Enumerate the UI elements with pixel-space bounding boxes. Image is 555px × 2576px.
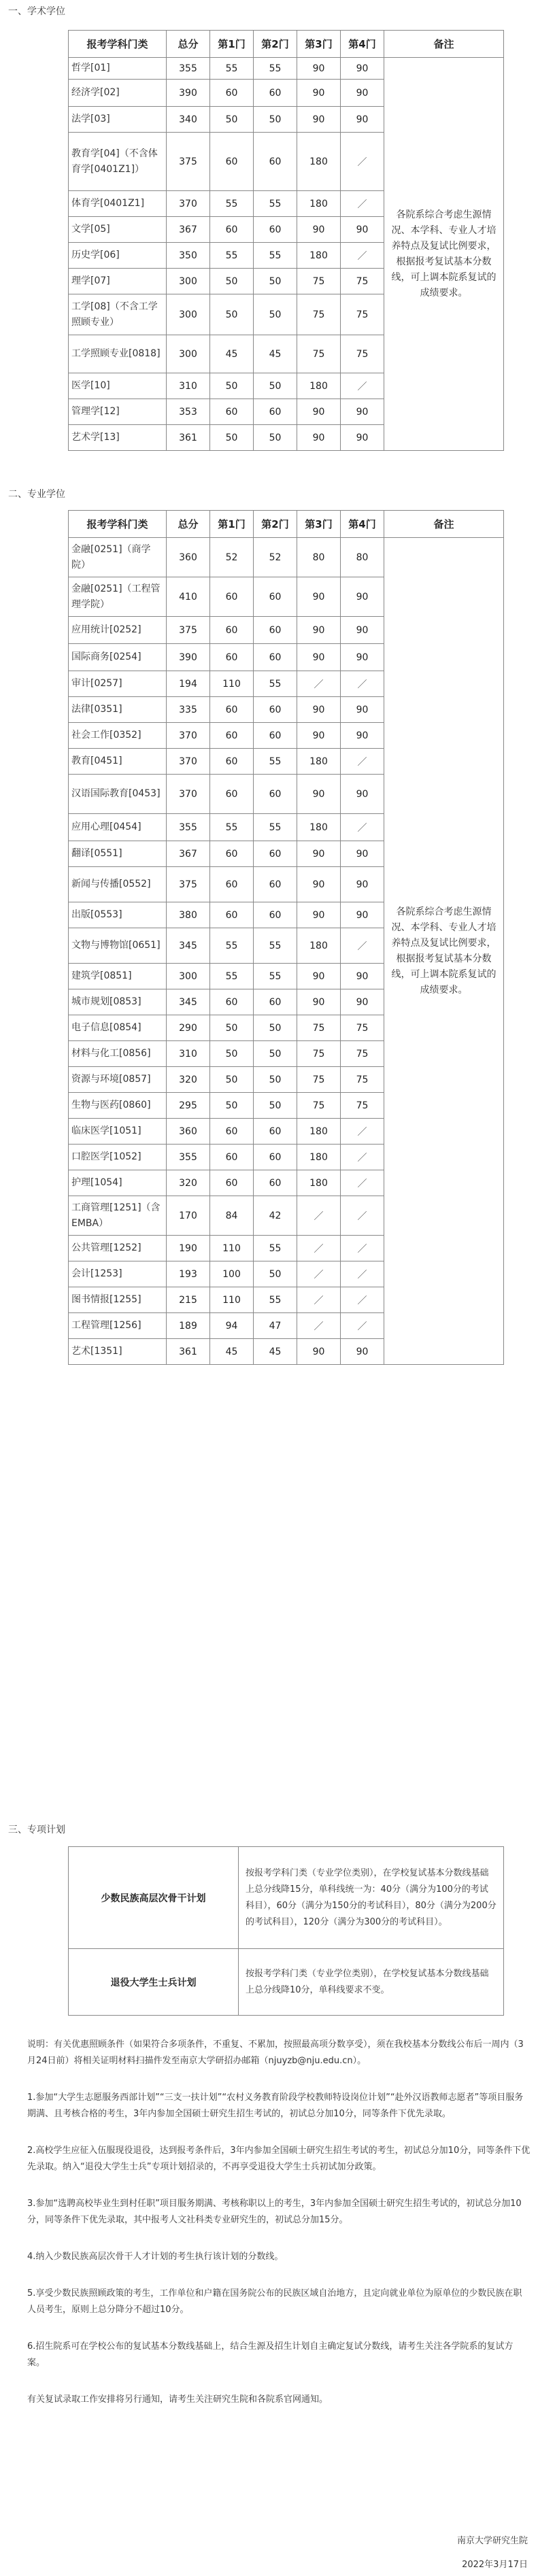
special-plan-desc-veteran: 按报考学科门类（专业学位类别），在学校复试基本分数线基础上总分线降10分，单科线要求不变。 xyxy=(239,1949,504,2016)
subject-cell: 汉语国际教育[0453] xyxy=(69,775,167,814)
score-cell: 180 xyxy=(297,749,341,775)
score-cell: 370 xyxy=(167,191,210,217)
score-cell: ／ xyxy=(341,1145,384,1170)
score-cell: 75 xyxy=(341,1041,384,1067)
score-cell: 190 xyxy=(167,1236,210,1261)
score-cell: 355 xyxy=(167,1145,210,1170)
score-cell: 50 xyxy=(254,269,297,294)
note-1: 1.参加“大学生志愿服务西部计划”“三支一扶计划”“农村义务教育阶段学校教师特设岗位计划”“赴外汉语教师志愿者”等项目服务期满、且考核合格的考生，3年内参加全国硕士研究生招生考试的，初试总分加10分，同等条件下优先录取。 xyxy=(27,2092,524,2119)
score-cell: 60 xyxy=(210,867,254,902)
score-cell: 180 xyxy=(297,191,341,217)
subject-cell: 工学照顾专业[0818] xyxy=(69,335,167,373)
score-cell: ／ xyxy=(297,1261,341,1287)
score-cell: 90 xyxy=(341,644,384,671)
score-cell: 310 xyxy=(167,1041,210,1067)
score-cell: 361 xyxy=(167,1339,210,1365)
score-cell: 60 xyxy=(254,217,297,243)
subject-cell: 电子信息[0854] xyxy=(69,1015,167,1041)
score-cell: 180 xyxy=(297,1170,341,1196)
score-cell: ／ xyxy=(297,1236,341,1261)
score-cell: 180 xyxy=(297,243,341,269)
score-cell: 50 xyxy=(210,107,254,133)
score-cell: 75 xyxy=(341,1015,384,1041)
score-cell: 90 xyxy=(297,902,341,928)
score-cell: 90 xyxy=(341,1339,384,1365)
score-cell: 290 xyxy=(167,1015,210,1041)
subject-cell: 翻译[0551] xyxy=(69,841,167,867)
score-cell: 90 xyxy=(341,841,384,867)
subject-cell: 管理学[12] xyxy=(69,399,167,425)
score-cell: 55 xyxy=(210,58,254,80)
score-cell: 345 xyxy=(167,928,210,964)
subject-cell: 金融[0251]（商学院） xyxy=(69,538,167,577)
score-cell: 375 xyxy=(167,617,210,644)
score-cell: 55 xyxy=(254,749,297,775)
score-cell: 90 xyxy=(297,841,341,867)
subject-cell: 生物与医药[0860] xyxy=(69,1093,167,1119)
score-cell: 361 xyxy=(167,425,210,451)
column-header: 报考学科门类 xyxy=(69,31,167,58)
score-cell: 90 xyxy=(341,723,384,749)
score-cell: 75 xyxy=(341,294,384,335)
score-cell: 189 xyxy=(167,1313,210,1339)
score-cell: 75 xyxy=(341,269,384,294)
score-cell: ／ xyxy=(341,1170,384,1196)
subject-cell: 教育学[04]（不含体育学[0401Z1]） xyxy=(69,133,167,191)
score-cell: ／ xyxy=(341,671,384,697)
score-cell: 370 xyxy=(167,775,210,814)
subject-cell: 公共管理[1252] xyxy=(69,1236,167,1261)
column-header: 第1门 xyxy=(210,511,254,538)
score-cell: 370 xyxy=(167,749,210,775)
score-cell: ／ xyxy=(341,928,384,964)
score-cell: 60 xyxy=(254,775,297,814)
score-cell: 194 xyxy=(167,671,210,697)
score-cell: 60 xyxy=(210,697,254,723)
score-cell: 110 xyxy=(210,1236,254,1261)
score-cell: 367 xyxy=(167,841,210,867)
score-cell: 370 xyxy=(167,723,210,749)
subject-cell: 城市规划[0853] xyxy=(69,989,167,1015)
section1-title: 一、学术学位 xyxy=(8,6,65,17)
score-cell: ／ xyxy=(341,373,384,399)
academic-degree-table xyxy=(68,30,504,451)
score-cell: 90 xyxy=(341,989,384,1015)
score-cell: 60 xyxy=(254,1119,297,1145)
score-cell: 90 xyxy=(341,775,384,814)
score-cell: 60 xyxy=(210,133,254,191)
subject-cell: 历史学[06] xyxy=(69,243,167,269)
score-cell: 75 xyxy=(297,335,341,373)
score-cell: 50 xyxy=(210,425,254,451)
score-cell: 375 xyxy=(167,133,210,191)
subject-cell: 文学[05] xyxy=(69,217,167,243)
score-cell: 350 xyxy=(167,243,210,269)
remarks-cell: 各院系综合考虑生源情况、本学科、专业人才培养特点及复试比例要求，根据报考复试基本分数线，可上调本院系复试的成绩要求。 xyxy=(384,58,504,451)
score-cell: ／ xyxy=(341,1313,384,1339)
score-cell: 215 xyxy=(167,1287,210,1313)
score-cell: 52 xyxy=(254,538,297,577)
score-cell: 193 xyxy=(167,1261,210,1287)
score-cell: 90 xyxy=(297,217,341,243)
score-cell: 47 xyxy=(254,1313,297,1339)
score-cell: 110 xyxy=(210,1287,254,1313)
score-cell: 60 xyxy=(210,644,254,671)
signature-date: 2022年3月17日 xyxy=(462,2560,528,2570)
signature-org: 南京大学研究生院 xyxy=(456,2536,528,2546)
score-cell: 50 xyxy=(210,269,254,294)
score-cell: 55 xyxy=(254,964,297,989)
subject-cell: 工程管理[1256] xyxy=(69,1313,167,1339)
score-cell: 60 xyxy=(210,577,254,617)
score-cell: ／ xyxy=(341,749,384,775)
score-cell: 355 xyxy=(167,58,210,80)
score-cell: 90 xyxy=(341,577,384,617)
score-cell: 60 xyxy=(254,841,297,867)
column-header: 第1门 xyxy=(210,31,254,58)
score-cell: 340 xyxy=(167,107,210,133)
score-cell: 55 xyxy=(254,814,297,841)
score-cell: 55 xyxy=(254,671,297,697)
subject-cell: 临床医学[1051] xyxy=(69,1119,167,1145)
score-cell: 50 xyxy=(254,1093,297,1119)
score-cell: 55 xyxy=(210,243,254,269)
score-cell: 180 xyxy=(297,814,341,841)
score-cell: 50 xyxy=(210,1067,254,1093)
score-cell: 50 xyxy=(254,1261,297,1287)
subject-cell: 社会工作[0352] xyxy=(69,723,167,749)
score-cell: ／ xyxy=(297,1287,341,1313)
score-cell: ／ xyxy=(297,671,341,697)
subject-cell: 材料与化工[0856] xyxy=(69,1041,167,1067)
score-cell: 90 xyxy=(341,867,384,902)
score-cell: 45 xyxy=(254,335,297,373)
score-cell: 90 xyxy=(297,964,341,989)
score-cell: 75 xyxy=(341,1093,384,1119)
score-cell: 90 xyxy=(341,425,384,451)
subject-cell: 文物与博物馆[0651] xyxy=(69,928,167,964)
score-cell: ／ xyxy=(297,1313,341,1339)
score-cell: 180 xyxy=(297,133,341,191)
score-cell: ／ xyxy=(341,243,384,269)
score-cell: ／ xyxy=(341,814,384,841)
score-cell: 55 xyxy=(254,243,297,269)
score-cell: 50 xyxy=(254,1067,297,1093)
score-cell: 60 xyxy=(210,989,254,1015)
subject-cell: 经济学[02] xyxy=(69,80,167,107)
score-cell: 42 xyxy=(254,1196,297,1236)
subject-cell: 法律[0351] xyxy=(69,697,167,723)
score-cell: 50 xyxy=(254,425,297,451)
section3-title: 三、专项计划 xyxy=(8,1825,65,1835)
score-cell: 60 xyxy=(210,749,254,775)
score-cell: ／ xyxy=(341,133,384,191)
score-cell: 50 xyxy=(210,1015,254,1041)
score-cell: 90 xyxy=(341,80,384,107)
subject-cell: 国际商务[0254] xyxy=(69,644,167,671)
column-header: 第2门 xyxy=(254,31,297,58)
score-cell: 300 xyxy=(167,335,210,373)
score-cell: 60 xyxy=(254,989,297,1015)
column-header: 总分 xyxy=(167,31,210,58)
score-cell: 90 xyxy=(297,58,341,80)
score-cell: 90 xyxy=(297,577,341,617)
score-cell: 90 xyxy=(297,80,341,107)
score-cell: 60 xyxy=(254,1170,297,1196)
score-cell: ／ xyxy=(297,1196,341,1236)
score-cell: 320 xyxy=(167,1170,210,1196)
score-cell: 310 xyxy=(167,373,210,399)
score-cell: 55 xyxy=(254,1287,297,1313)
score-cell: 60 xyxy=(210,723,254,749)
score-cell: 90 xyxy=(297,989,341,1015)
score-cell: 50 xyxy=(254,294,297,335)
score-cell: 410 xyxy=(167,577,210,617)
column-header: 第4门 xyxy=(341,511,384,538)
subject-cell: 图书情报[1255] xyxy=(69,1287,167,1313)
score-cell: 90 xyxy=(297,399,341,425)
score-cell: 60 xyxy=(254,902,297,928)
column-header: 总分 xyxy=(167,511,210,538)
score-cell: 60 xyxy=(210,1119,254,1145)
score-cell: 90 xyxy=(297,617,341,644)
subject-cell: 教育[0451] xyxy=(69,749,167,775)
score-cell: 60 xyxy=(210,217,254,243)
score-cell: 60 xyxy=(210,841,254,867)
score-cell: ／ xyxy=(341,1287,384,1313)
score-cell: 75 xyxy=(297,1015,341,1041)
score-cell: 55 xyxy=(210,928,254,964)
subject-cell: 体育学[0401Z1] xyxy=(69,191,167,217)
subject-cell: 艺术[1351] xyxy=(69,1339,167,1365)
score-cell: 75 xyxy=(297,1041,341,1067)
subject-cell: 资源与环境[0857] xyxy=(69,1067,167,1093)
subject-cell: 法学[03] xyxy=(69,107,167,133)
score-cell: 320 xyxy=(167,1067,210,1093)
subject-cell: 艺术学[13] xyxy=(69,425,167,451)
score-cell: 75 xyxy=(297,269,341,294)
score-cell: 335 xyxy=(167,697,210,723)
score-cell: 55 xyxy=(254,928,297,964)
score-cell: 90 xyxy=(341,58,384,80)
score-cell: 60 xyxy=(254,867,297,902)
score-cell: 60 xyxy=(210,775,254,814)
score-cell: 45 xyxy=(254,1339,297,1365)
subject-cell: 工学[08]（不含工学照顾专业） xyxy=(69,294,167,335)
subject-cell: 新闻与传播[0552] xyxy=(69,867,167,902)
subject-cell: 会计[1253] xyxy=(69,1261,167,1287)
score-cell: 55 xyxy=(254,58,297,80)
score-cell: 60 xyxy=(254,723,297,749)
note-intro: 说明：有关优惠照顾条件（如果符合多项条件，不重复、不累加，按照最高项分数享受），须在我校基本分数线公布后一周内（3月24日前）将相关证明材料扫描件发至南京大学研招办邮箱（njuyzb@nju.edu.cn）。 xyxy=(27,2039,524,2066)
score-cell: 300 xyxy=(167,294,210,335)
subject-cell: 应用统计[0252] xyxy=(69,617,167,644)
subject-cell: 工商管理[1251]（含EMBA） xyxy=(69,1196,167,1236)
score-cell: 90 xyxy=(341,617,384,644)
subject-cell: 理学[07] xyxy=(69,269,167,294)
score-cell: 60 xyxy=(210,1145,254,1170)
score-cell: 390 xyxy=(167,80,210,107)
score-cell: 390 xyxy=(167,644,210,671)
score-cell: 60 xyxy=(210,399,254,425)
column-header: 第2门 xyxy=(254,511,297,538)
score-cell: ／ xyxy=(341,1236,384,1261)
score-cell: 170 xyxy=(167,1196,210,1236)
score-cell: 300 xyxy=(167,269,210,294)
score-cell: 55 xyxy=(254,1236,297,1261)
note-4: 4.纳入少数民族高层次骨干人才计划的考生执行该计划的分数线。 xyxy=(27,2252,284,2262)
score-cell: 75 xyxy=(297,294,341,335)
score-cell: 90 xyxy=(297,697,341,723)
professional-degree-table xyxy=(68,510,504,1365)
subject-cell: 金融[0251]（工程管理学院） xyxy=(69,577,167,617)
score-cell: 90 xyxy=(297,107,341,133)
note-6: 6.招生院系可在学校公布的复试基本分数线基础上，结合生源及招生计划自主确定复试分数线，请考生关注各学院系的复试方案。 xyxy=(27,2341,514,2368)
score-cell: 90 xyxy=(341,217,384,243)
score-cell: 90 xyxy=(341,107,384,133)
subject-cell: 应用心理[0454] xyxy=(69,814,167,841)
score-cell: 367 xyxy=(167,217,210,243)
score-cell: ／ xyxy=(341,1261,384,1287)
score-cell: 94 xyxy=(210,1313,254,1339)
subject-cell: 出版[0553] xyxy=(69,902,167,928)
note-closing: 有关复试录取工作安排将另行通知，请考生关注研究生院和各院系官网通知。 xyxy=(27,2394,329,2405)
score-cell: 90 xyxy=(341,697,384,723)
score-cell: 50 xyxy=(210,1041,254,1067)
score-cell: 60 xyxy=(254,577,297,617)
score-cell: ／ xyxy=(341,1196,384,1236)
note-2: 2.高校学生应征入伍服现役退役，达到报考条件后，3年内参加全国硕士研究生招生考试的考生，初试总分加10分，同等条件下优先录取。纳入“退役大学生士兵”专项计划招录的，不再享受退役大学生士兵初试加分政策。 xyxy=(27,2146,531,2172)
score-cell: 90 xyxy=(297,644,341,671)
score-cell: 50 xyxy=(254,1041,297,1067)
score-cell: 84 xyxy=(210,1196,254,1236)
score-cell: 75 xyxy=(297,1067,341,1093)
score-cell: 50 xyxy=(210,1093,254,1119)
score-cell: 50 xyxy=(254,1015,297,1041)
score-cell: 55 xyxy=(210,964,254,989)
score-cell: 75 xyxy=(297,1093,341,1119)
section2-title: 二、专业学位 xyxy=(8,489,65,500)
score-cell: 180 xyxy=(297,1119,341,1145)
score-cell: 60 xyxy=(254,80,297,107)
column-header: 第4门 xyxy=(341,31,384,58)
score-cell: 295 xyxy=(167,1093,210,1119)
score-cell: 60 xyxy=(254,644,297,671)
special-plan-table xyxy=(68,1846,504,2016)
score-cell: 60 xyxy=(254,399,297,425)
score-cell: 60 xyxy=(210,1170,254,1196)
subject-cell: 护理[1054] xyxy=(69,1170,167,1196)
table-row xyxy=(69,58,504,80)
score-cell: 60 xyxy=(254,697,297,723)
score-cell: 110 xyxy=(210,671,254,697)
score-cell: 52 xyxy=(210,538,254,577)
column-header: 第3门 xyxy=(297,511,341,538)
column-header: 报考学科门类 xyxy=(69,511,167,538)
score-cell: 60 xyxy=(254,617,297,644)
score-cell: 60 xyxy=(210,617,254,644)
score-cell: 90 xyxy=(341,902,384,928)
score-cell: 80 xyxy=(297,538,341,577)
score-cell: 100 xyxy=(210,1261,254,1287)
score-cell: 45 xyxy=(210,335,254,373)
score-cell: 50 xyxy=(210,373,254,399)
score-cell: 55 xyxy=(254,191,297,217)
score-cell: 353 xyxy=(167,399,210,425)
note-3: 3.参加“选聘高校毕业生到村任职”项目服务期满、考核称职以上的考生，3年内参加全国硕士研究生招生考试的，初试总分加10分，同等条件下优先录取，其中报考人文社科类专业研究生的，初试总分加15分。 xyxy=(27,2199,522,2225)
score-cell: 50 xyxy=(210,294,254,335)
score-cell: 50 xyxy=(254,107,297,133)
score-cell: 90 xyxy=(297,425,341,451)
score-cell: 90 xyxy=(297,775,341,814)
score-cell: 50 xyxy=(254,373,297,399)
score-cell: 60 xyxy=(254,1145,297,1170)
special-plan-label-minority: 少数民族高层次骨干计划 xyxy=(69,1847,239,1949)
special-plan-desc-minority: 按报考学科门类（专业学位类别），在学校复试基本分数线基础上总分线降15分，单科线统一为：40分（满分为100分的考试科目），60分（满分为150分的考试科目），80分（满分为200分的考试科目），120分（满分为300分的考试科目）。 xyxy=(239,1847,504,1949)
subject-cell: 口腔医学[1052] xyxy=(69,1145,167,1170)
score-cell: 360 xyxy=(167,538,210,577)
score-cell: 300 xyxy=(167,964,210,989)
score-cell: 55 xyxy=(210,814,254,841)
score-cell: 90 xyxy=(341,399,384,425)
column-header: 备注 xyxy=(384,31,504,58)
score-cell: 45 xyxy=(210,1339,254,1365)
subject-cell: 审计[0257] xyxy=(69,671,167,697)
score-cell: 75 xyxy=(341,335,384,373)
score-cell: ／ xyxy=(341,191,384,217)
remarks-cell: 各院系综合考虑生源情况、本学科、专业人才培养特点及复试比例要求，根据报考复试基本分数线，可上调本院系复试的成绩要求。 xyxy=(384,538,504,1365)
score-cell: 90 xyxy=(341,964,384,989)
column-header: 备注 xyxy=(384,511,504,538)
score-cell: 55 xyxy=(210,191,254,217)
special-plan-label-veteran: 退役大学生士兵计划 xyxy=(69,1949,239,2016)
notes-block xyxy=(27,2037,531,2408)
subject-cell: 哲学[01] xyxy=(69,58,167,80)
score-cell: 60 xyxy=(210,902,254,928)
score-cell: 80 xyxy=(341,538,384,577)
score-cell: 90 xyxy=(297,867,341,902)
score-cell: 180 xyxy=(297,373,341,399)
column-header: 第3门 xyxy=(297,31,341,58)
score-cell: 355 xyxy=(167,814,210,841)
score-cell: 375 xyxy=(167,867,210,902)
score-cell: 380 xyxy=(167,902,210,928)
note-5: 5.享受少数民族照顾政策的考生，工作单位和户籍在国务院公布的民族区域自治地方，且定向就业单位为原单位的少数民族在职人员考生，原则上总分降分不超过10分。 xyxy=(27,2288,522,2315)
score-cell: 180 xyxy=(297,928,341,964)
score-cell: 60 xyxy=(210,80,254,107)
score-cell: ／ xyxy=(341,1119,384,1145)
score-cell: 345 xyxy=(167,989,210,1015)
subject-cell: 建筑学[0851] xyxy=(69,964,167,989)
subject-cell: 医学[10] xyxy=(69,373,167,399)
score-cell: 180 xyxy=(297,1145,341,1170)
score-cell: 60 xyxy=(254,133,297,191)
score-cell: 75 xyxy=(341,1067,384,1093)
score-cell: 90 xyxy=(297,1339,341,1365)
table-row xyxy=(69,538,504,577)
score-cell: 360 xyxy=(167,1119,210,1145)
score-cell: 90 xyxy=(297,723,341,749)
